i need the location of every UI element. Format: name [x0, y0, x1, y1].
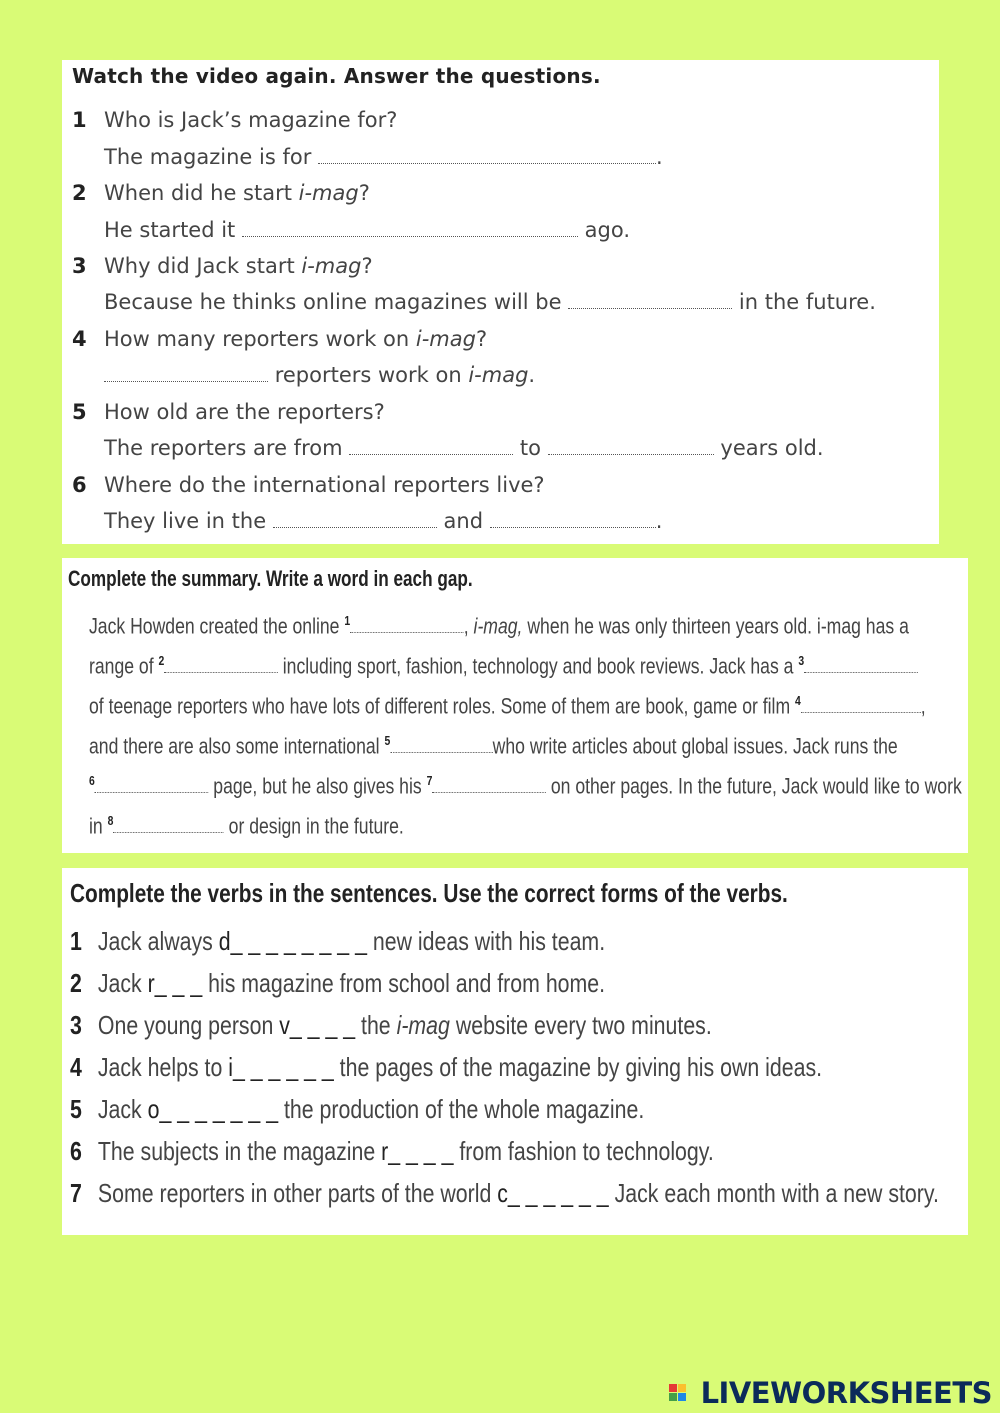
gap-7[interactable] [432, 779, 546, 793]
answer-blank[interactable] [318, 146, 656, 164]
answer-1: The magazine is for . [104, 145, 663, 169]
answer-4: reporters work on i-mag. [72, 363, 535, 387]
question-5: 5 How old are the reporters? [72, 400, 385, 424]
verb-gap[interactable]: _ _ _ _ _ _ _ [159, 1094, 279, 1124]
summary-line-1: Jack Howden created the online $^1$ , i-mag, when he was only thirteen years old. i-mag has a [89, 613, 909, 639]
verbs-panel [62, 868, 968, 1235]
answer-blank[interactable] [490, 510, 656, 528]
question-6: 6 Where do the international reporters live? [72, 473, 545, 497]
verb-gap[interactable]: _ _ _ _ _ _ [507, 1178, 609, 1208]
verb-gap[interactable]: _ _ _ [154, 968, 203, 998]
question-2: 2 When did he start i-mag? [72, 181, 370, 205]
verb-sentence-6: 6 The subjects in the magazine r_ _ _ _ from fashion to technology. [70, 1136, 714, 1166]
verb-sentence-7: 7 Some reporters in other parts of the world c_ _ _ _ _ _ Jack each month with a new story. [70, 1178, 939, 1208]
liveworksheets-logo [669, 1376, 992, 1410]
gap-8[interactable] [113, 819, 223, 833]
answer-blank[interactable] [349, 437, 513, 455]
answer-blank[interactable] [273, 510, 437, 528]
gap-5[interactable] [390, 739, 492, 753]
section2-title: Complete the summary. Write a word in each gap. [68, 566, 473, 591]
answer-3: Because he thinks online magazines will be in the future. [104, 290, 876, 314]
gap-4[interactable] [801, 699, 921, 713]
questions-panel [62, 60, 939, 544]
summary-panel [62, 558, 968, 853]
section1-title: Watch the video again. Answer the questions. [72, 64, 601, 88]
section3-title: Complete the verbs in the sentences. Use the correct forms of the verbs. [70, 878, 788, 908]
question-3: 3 Why did Jack start i-mag? [72, 254, 373, 278]
gap-3[interactable] [804, 659, 918, 673]
summary-line-4: and there are also some international $^5$ who write articles about global issues. Jack runs the [89, 733, 898, 759]
answer-2: He started it ago. [104, 218, 631, 242]
verb-gap[interactable]: _ _ _ _ [388, 1136, 454, 1166]
answer-blank[interactable] [104, 364, 268, 382]
gap-6[interactable] [95, 779, 209, 793]
answer-6: They live in the and . [104, 509, 663, 533]
answer-blank[interactable] [548, 437, 714, 455]
verb-sentence-5: 5 Jack o_ _ _ _ _ _ _ the production of the whole magazine. [70, 1094, 645, 1124]
gap-2[interactable] [164, 659, 278, 673]
question-4: 4 How many reporters work on i-mag? [72, 327, 488, 351]
verb-gap[interactable]: _ _ _ _ [289, 1010, 356, 1040]
summary-line-2: range of $^2$ including sport, fashion, technology and book reviews. Jack has a $^3$ [89, 653, 918, 679]
verb-sentence-3: 3 One young person v_ _ _ _ the i-mag website every two minutes. [70, 1010, 712, 1040]
answer-5: The reporters are from to years old. [104, 436, 824, 460]
verb-gap[interactable]: _ _ _ _ _ _ _ _ [230, 926, 367, 956]
question-1: 1 Who is Jack’s magazine for? [72, 108, 398, 132]
answer-blank[interactable] [242, 219, 578, 237]
liveworksheets-mark-icon [669, 1380, 699, 1406]
verb-sentence-2: 2 Jack r_ _ _ his magazine from school and from home. [70, 968, 606, 998]
summary-line-3: of teenage reporters who have lots of different roles. Some of them are book, game or film $^4$ , [89, 693, 926, 719]
summary-line-6: in $^8$ or design in the future. [89, 813, 404, 839]
summary-line-5: $^6$ page, but he also gives his $^7$ on other pages. In the future, Jack would like to work [89, 773, 962, 799]
verb-sentence-4: 4 Jack helps to i_ _ _ _ _ _ the pages of the magazine by giving his own ideas. [70, 1052, 823, 1082]
verb-gap[interactable]: _ _ _ _ _ _ [232, 1052, 334, 1082]
verb-sentence-1: 1 Jack always d_ _ _ _ _ _ _ _ new ideas with his team. [70, 926, 606, 956]
logo-text: LIVEWORKSHEETS [700, 1376, 992, 1410]
gap-1[interactable] [350, 619, 464, 633]
answer-blank[interactable] [568, 291, 732, 309]
